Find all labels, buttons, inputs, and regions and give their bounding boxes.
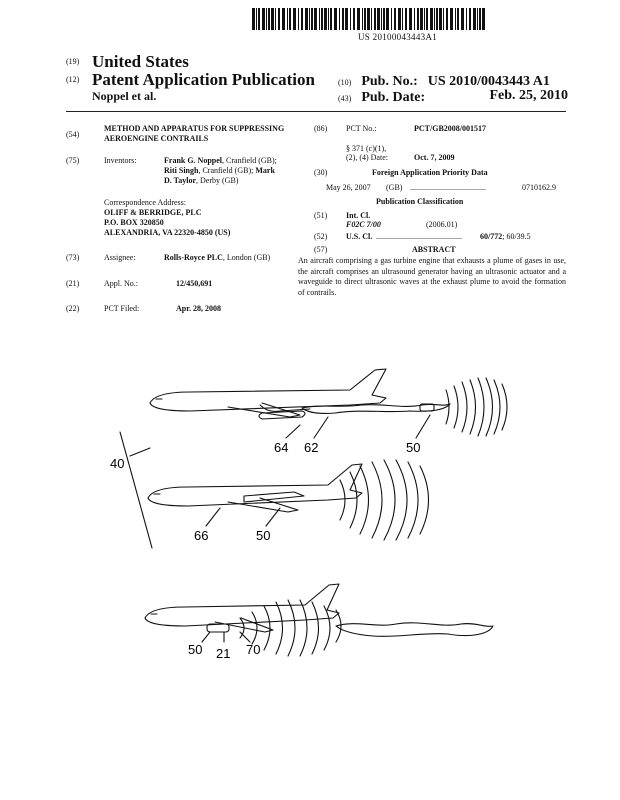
intcl-year: (2006.01) xyxy=(426,220,458,229)
country-code: (19) xyxy=(66,57,80,66)
pub-date-label: Pub. Date: xyxy=(361,90,426,105)
ref-50-middle: 50 xyxy=(256,528,271,543)
intcl-class: F02C 7/00 xyxy=(346,220,381,229)
ref-50-top: 50 xyxy=(406,440,421,455)
pub-no-label: Pub. No.: xyxy=(361,74,418,89)
appl-value: 12/450,691 xyxy=(176,279,213,288)
s371-line-2: (2), (4) Date: xyxy=(346,153,388,162)
barcode xyxy=(252,8,488,30)
country-name: United States xyxy=(92,52,189,71)
correspondence-line-2: P.O. BOX 320850 xyxy=(104,218,164,227)
inventors-line-3: D. Taylor, Derby (GB) xyxy=(164,176,239,185)
intcl-code: (51) xyxy=(314,211,328,220)
ref-62: 62 xyxy=(304,440,319,455)
inventors-label: Inventors: xyxy=(104,156,137,165)
foreign-dots: ...................................... xyxy=(410,183,486,192)
appl-code: (21) xyxy=(66,279,80,288)
uscl-dots: ........................................... xyxy=(376,232,462,241)
ref-21: 21 xyxy=(216,646,231,660)
uscl-code: (52) xyxy=(314,232,328,241)
header-rule xyxy=(66,111,566,112)
assignee-value: Rolls-Royce PLC, London (GB) xyxy=(164,253,271,262)
pct-no-label: PCT No.: xyxy=(346,124,377,133)
pub-date-code: (43) xyxy=(338,94,352,103)
correspondence-address xyxy=(104,198,230,238)
ref-66: 66 xyxy=(194,528,209,543)
pub-no-value: US 2010/0043443 A1 xyxy=(427,74,550,89)
foreign-number: 0710162.9 xyxy=(522,183,556,192)
correspondence-label: Correspondence Address: xyxy=(104,198,186,207)
abstract-heading: ABSTRACT xyxy=(412,245,456,254)
foreign-date: May 26, 2007 xyxy=(326,183,371,192)
abstract-text: An aircraft comprising a gas turbine engine that exhausts a plume of gases in use, the aircraft comprises an ultrasound generator having an ultrasonic actuator and a waveguide to direct ultrasonic waves at the exhaust plume to avoid the formation of contrails. xyxy=(298,256,566,297)
aircraft-bottom xyxy=(145,584,339,632)
barcode-number: US 20100043443A1 xyxy=(358,32,438,42)
waves-top xyxy=(446,378,507,436)
inventors-code: (75) xyxy=(66,156,80,165)
uscl-value: 60/772 xyxy=(480,232,503,241)
pub-no-code: (10) xyxy=(338,78,352,87)
abstract-code: (57) xyxy=(314,245,328,254)
aircraft-middle xyxy=(148,464,362,512)
waves-middle xyxy=(340,460,429,540)
foreign-heading: Foreign Application Priority Data xyxy=(372,168,488,177)
pct-filed-value: Apr. 28, 2008 xyxy=(176,304,222,313)
inventors-list xyxy=(164,156,304,186)
authors: Noppel et al. xyxy=(92,89,157,103)
ref-40: 40 xyxy=(110,456,125,471)
assignee-code: (73) xyxy=(66,253,80,262)
uscl-label: U.S. Cl. xyxy=(346,232,373,241)
foreign-country: (GB) xyxy=(386,183,403,192)
assignee-label: Assignee: xyxy=(104,253,136,262)
appl-label: Appl. No.: xyxy=(104,279,138,288)
pct-no-code: (86) xyxy=(314,124,328,133)
pct-no-value: PCT/GB2008/001517 xyxy=(414,124,487,133)
title-field xyxy=(66,124,285,143)
pub-date xyxy=(338,88,568,106)
uscl-values xyxy=(480,232,531,241)
pct-filed-label: PCT Filed: xyxy=(104,304,140,313)
correspondence-line-3: ALEXANDRIA, VA 22320-4850 (US) xyxy=(104,228,231,237)
pub-class-heading: Publication Classification xyxy=(376,197,464,206)
pub-type: Patent Application Publication xyxy=(92,70,315,89)
uscl-value-2: ; 60/39.5 xyxy=(502,232,531,241)
title-code: (54) xyxy=(66,130,80,139)
ref-64: 64 xyxy=(274,440,289,455)
pub-date-value: Feb. 25, 2010 xyxy=(489,88,568,103)
invention-title: METHOD AND APPARATUS FOR SUPPRESSING AEROENGINE CONTRAILS xyxy=(104,124,285,143)
pub-type-code: (12) xyxy=(66,75,80,84)
correspondence-line-1: OLIFF & BERRIDGE, PLC xyxy=(104,208,202,217)
intcl-label: Int. Cl. xyxy=(346,211,371,220)
patent-drawing xyxy=(90,360,560,660)
inventors-line-1: Frank G. Noppel, Cranfield (GB); xyxy=(164,156,277,165)
contrail-bottom xyxy=(336,623,493,637)
ref-50-bottom: 50 xyxy=(188,642,203,657)
ref-70: 70 xyxy=(246,642,261,657)
foreign-code: (30) xyxy=(314,168,328,177)
pct-filed-code: (22) xyxy=(66,304,80,313)
s371-line-1: § 371 (c)(1), xyxy=(346,144,387,153)
inventors-line-2: Riti Singh, Cranfield (GB); Mark xyxy=(164,166,275,175)
s371-value: Oct. 7, 2009 xyxy=(414,153,455,162)
